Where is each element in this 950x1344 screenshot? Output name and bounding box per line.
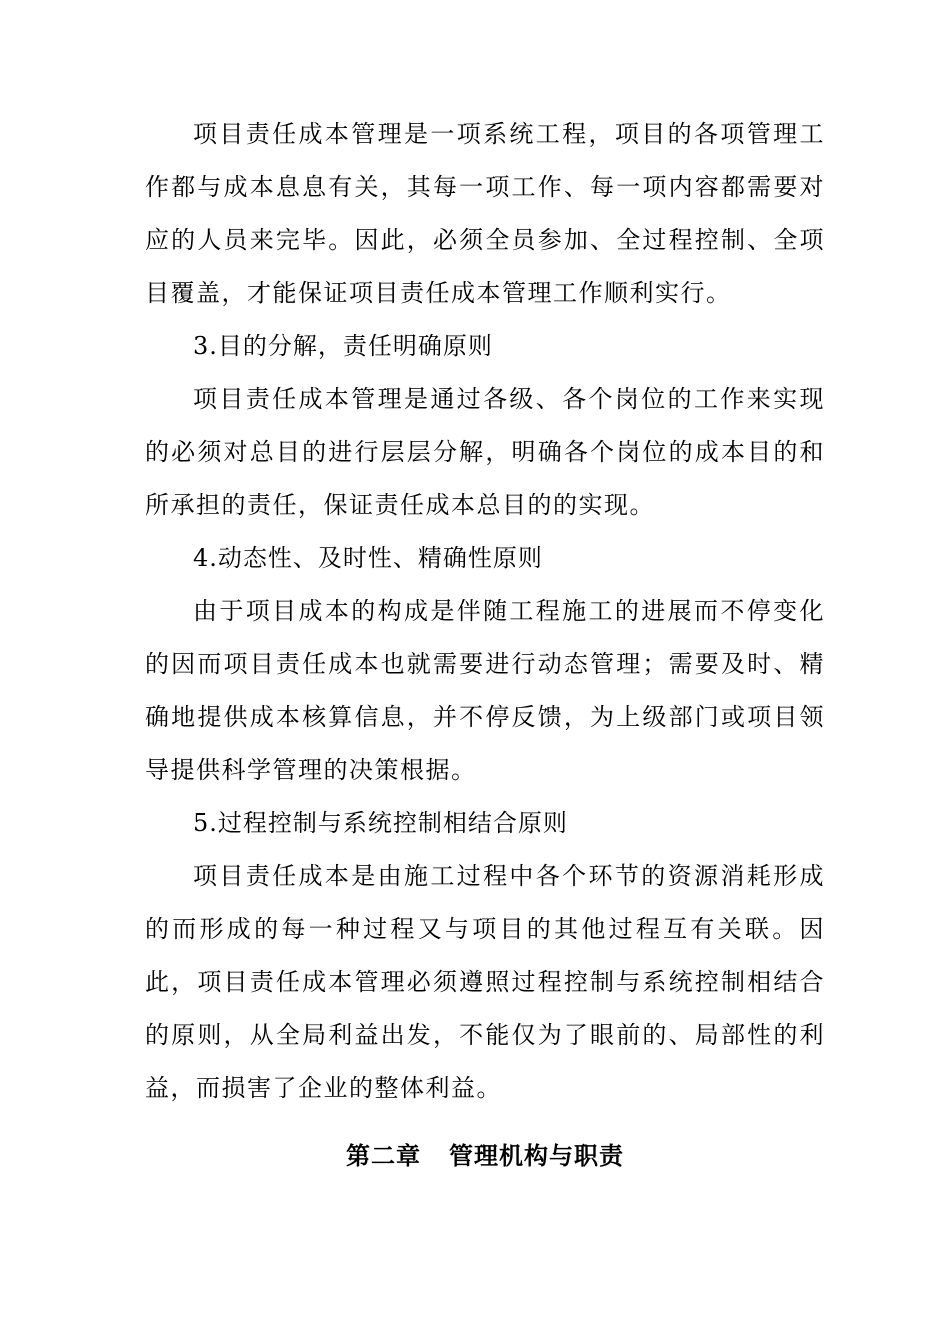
chapter-title: 管理机构与职责 bbox=[449, 1141, 624, 1170]
section-heading-5: 5.过程控制与系统控制相结合原则 bbox=[193, 809, 568, 837]
chapter-number: 第二章 bbox=[346, 1141, 421, 1170]
document-body bbox=[145, 108, 825, 1182]
section-heading-3: 3.目的分解，责任明确原则 bbox=[193, 332, 493, 360]
paragraph-team-participation: 项目责任成本管理是一项系统工程，项目的各项管理工作都与成本息息有关，其每一项工作、每一项内容都需要对应的人员来完毕。因此，必须全员参加、全过程控制、全项目覆盖，才能保证项目责任成本管理工作顺利实行。 bbox=[145, 120, 825, 307]
paragraph-process-control: 项目责任成本是由施工过程中各个环节的资源消耗形成的而形成的每一种过程又与项目的其他过程互有关联。因此，项目责任成本管理必须遵照过程控制与系统控制相结合的原则，从全局利益出发，不能仅为了眼前的、局部性的利益，而损害了企业的整体利益。 bbox=[145, 862, 825, 1102]
chapter-heading bbox=[145, 1115, 825, 1182]
paragraph-dynamic-management: 由于项目成本的构成是伴随工程施工的进展而不停变化的因而项目责任成本也就需要进行动态管理；需要及时、精确地提供成本核算信息，并不停反馈，为上级部门或项目领导提供科学管理的决策根据。 bbox=[145, 597, 825, 784]
section-heading-4: 4.动态性、及时性、精确性原则 bbox=[193, 544, 543, 572]
paragraph-goal-decomposition: 项目责任成本管理是通过各级、各个岗位的工作来实现的必须对总目的进行层层分解，明确各个岗位的成本目的和所承担的责任，保证责任成本总目的的实现。 bbox=[145, 385, 825, 519]
